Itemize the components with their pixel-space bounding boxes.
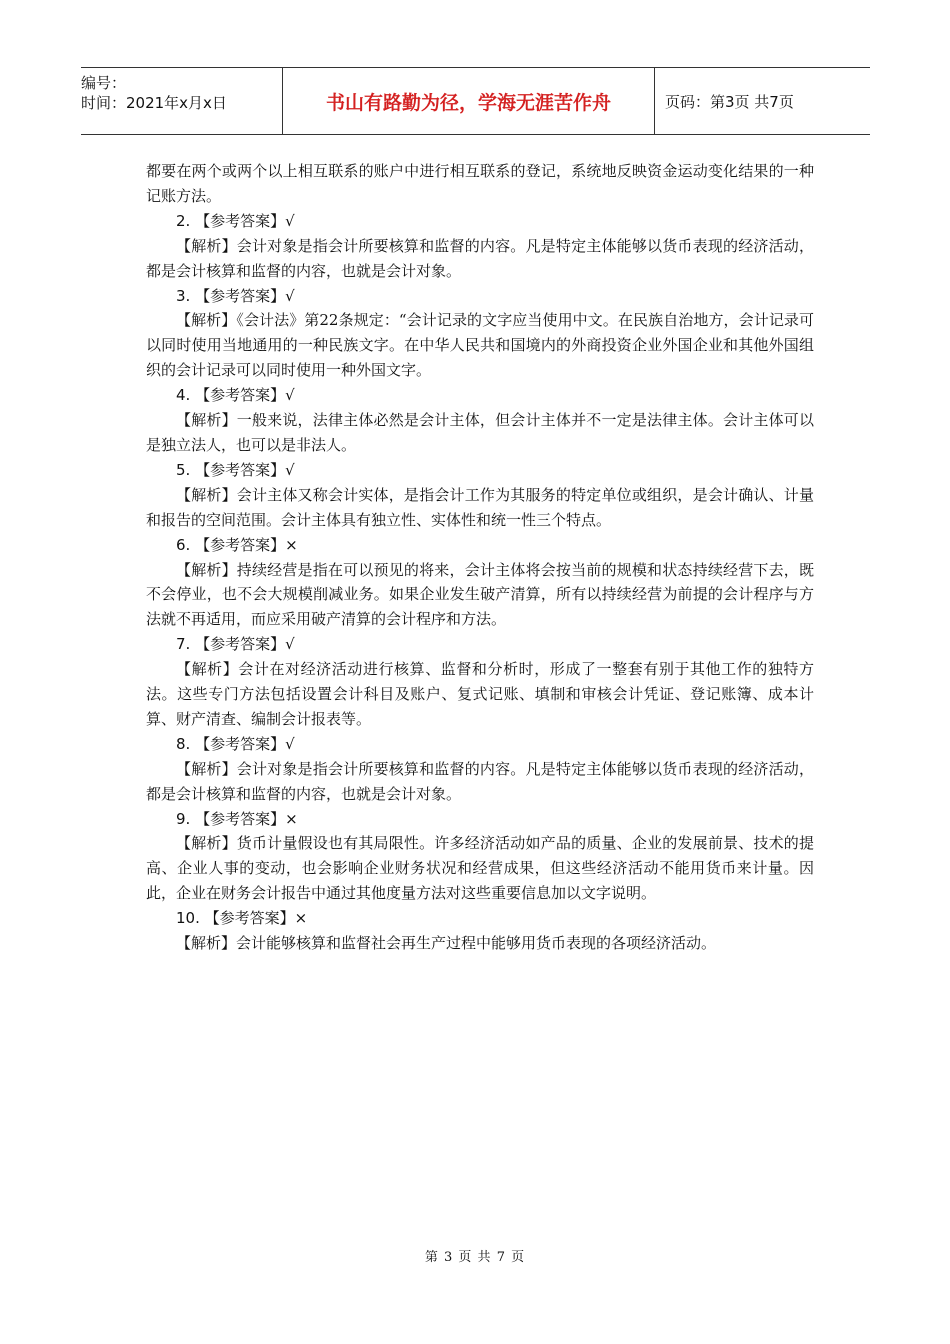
page-footer: 第 3 页 共 7 页 bbox=[424, 1250, 526, 1265]
answer-explanation: 【解析】会计主体又称会计实体，是指会计工作为其服务的特定单位或组织，是会计确认、计量和报告的空间范围。会计主体具有独立性、实体性和统一性三个特点。 bbox=[146, 485, 814, 529]
header-page-number: 页码：第3页 共7页 bbox=[665, 92, 794, 111]
time-label: 时间：2021年x月x日 bbox=[81, 94, 227, 112]
intro-paragraph: 都要在两个或两个以上相互联系的账户中进行相互联系的登记，系统地反映资金运动变化结果的一种记账方法。 bbox=[146, 162, 814, 205]
answer-heading: 5. 【参考答案】√ bbox=[176, 460, 295, 479]
number-label: 编号： bbox=[81, 74, 127, 92]
answer-explanation: 【解析】持续经营是指在可以预见的将来，会计主体将会按当前的规模和状态持续经营下去，既不会停业，也不会大规模削减业务。如果企业发生破产清算，所有以持续经营为前提的会计程序与方法就不再适用，而应采用破产清算的会计程序和方法。 bbox=[146, 560, 814, 629]
answer-list bbox=[146, 209, 814, 956]
header-motto: 书山有路勤为径，学海无涯苦作舟 bbox=[282, 68, 655, 134]
answer-heading: 7. 【参考答案】√ bbox=[176, 635, 295, 654]
answer-explanation: 【解析】货币计量假设也有其局限性。许多经济活动如产品的质量、企业的发展前景、技术的提高、企业人事的变动，也会影响企业财务状况和经营成果，但这些经济活动不能用货币来计量。因此，企业在财务会计报告中通过其他度量方法对这些重要信息加以文字说明。 bbox=[146, 834, 814, 903]
answer-heading: 9. 【参考答案】× bbox=[176, 809, 298, 828]
answer-explanation: 【解析】《会计法》第22条规定：“会计记录的文字应当使用中文。在民族自治地方，会计记录可以同时使用当地通用的一种民族文字。在中华人民共和国境内的外商投资企业外国企业和其他外国组织的会计记录可以同时使用一种外国文字。 bbox=[146, 311, 814, 380]
answer-explanation: 【解析】会计能够核算和监督社会再生产过程中能够用货币表现的各项经济活动。 bbox=[176, 934, 717, 953]
answer-heading: 10. 【参考答案】× bbox=[176, 909, 308, 928]
answer-heading: 8. 【参考答案】√ bbox=[176, 734, 295, 753]
document-body bbox=[146, 159, 814, 956]
answer-explanation: 【解析】会计对象是指会计所要核算和监督的内容。凡是特定主体能够以货币表现的经济活动，都是会计核算和监督的内容，也就是会计对象。 bbox=[146, 759, 814, 803]
header-meta bbox=[81, 68, 282, 134]
answer-explanation: 【解析】会计对象是指会计所要核算和监督的内容。凡是特定主体能够以货币表现的经济活动，都是会计核算和监督的内容，也就是会计对象。 bbox=[146, 236, 814, 280]
answer-heading: 2. 【参考答案】√ bbox=[176, 211, 295, 230]
answer-explanation: 【解析】会计在对经济活动进行核算、监督和分析时，形成了一整套有别于其他工作的独特方法。这些专门方法包括设置会计科目及账户、复式记账、填制和审核会计凭证、登记账簿、成本计算、财产清查、编制会计报表等。 bbox=[146, 660, 814, 728]
page-header bbox=[81, 67, 870, 135]
answer-heading: 3. 【参考答案】√ bbox=[176, 286, 295, 305]
answer-heading: 4. 【参考答案】√ bbox=[176, 386, 295, 405]
answer-heading: 6. 【参考答案】× bbox=[176, 535, 298, 554]
answer-explanation: 【解析】一般来说，法律主体必然是会计主体，但会计主体并不一定是法律主体。会计主体可以是独立法人，也可以是非法人。 bbox=[146, 411, 814, 454]
